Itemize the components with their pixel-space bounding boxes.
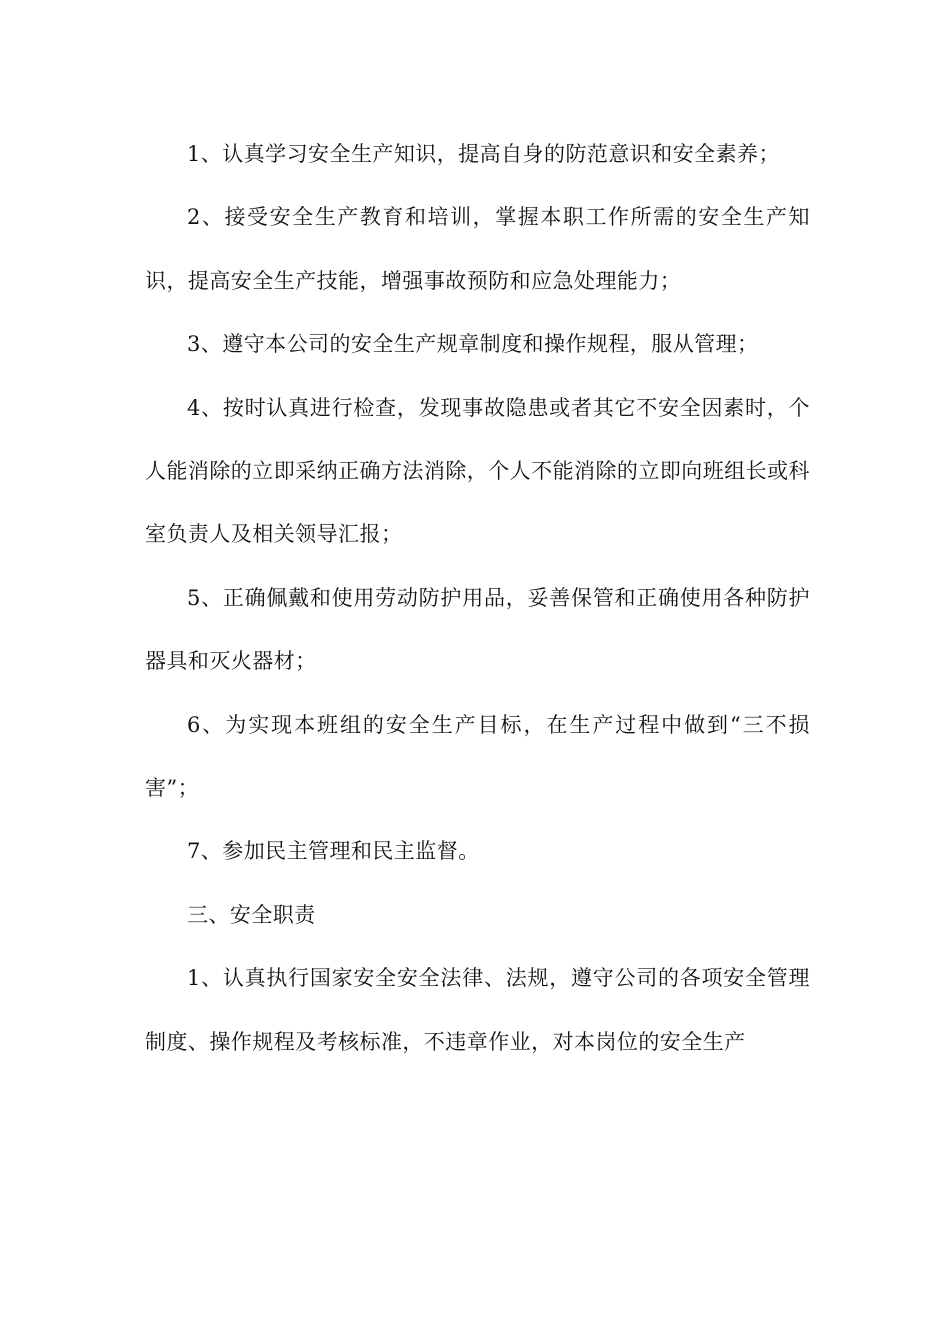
section-heading: 三、安全职责 [187, 902, 316, 927]
paragraph-item-3: 3、遵守本公司的安全生产规章制度和操作规程，服从管理； [187, 332, 759, 357]
document-body [145, 123, 810, 1074]
paragraph-item-7: 7、参加民主管理和民主监督。 [187, 839, 480, 864]
paragraph-item-5: 5、正确佩戴和使用劳动防护用品，妥善保管和正确使用各种防护器具和灭火器材； [145, 585, 810, 674]
paragraph-item-1: 1、认真学习安全生产知识，提高自身的防范意识和安全素养； [187, 142, 780, 166]
paragraph-item-8: 1、认真执行国家安全安全法律、法规，遵守公司的各项安全管理制度、操作规程及考核标准，不违章作业，对本岗位的安全生产 [145, 966, 810, 1054]
paragraph-item-6: 6、为实现本班组的安全生产目标，在生产过程中做到“三不损害”； [145, 712, 810, 801]
paragraph-item-2: 2、接受安全生产教育和培训，掌握本职工作所需的安全生产知识，提高安全生产技能，增强事故预防和应急处理能力； [145, 205, 810, 293]
paragraph-item-4: 4、按时认真进行检查，发现事故隐患或者其它不安全因素时，个人能消除的立即采纳正确方法消除，个人不能消除的立即向班组长或科室负责人及相关领导汇报； [145, 395, 810, 547]
